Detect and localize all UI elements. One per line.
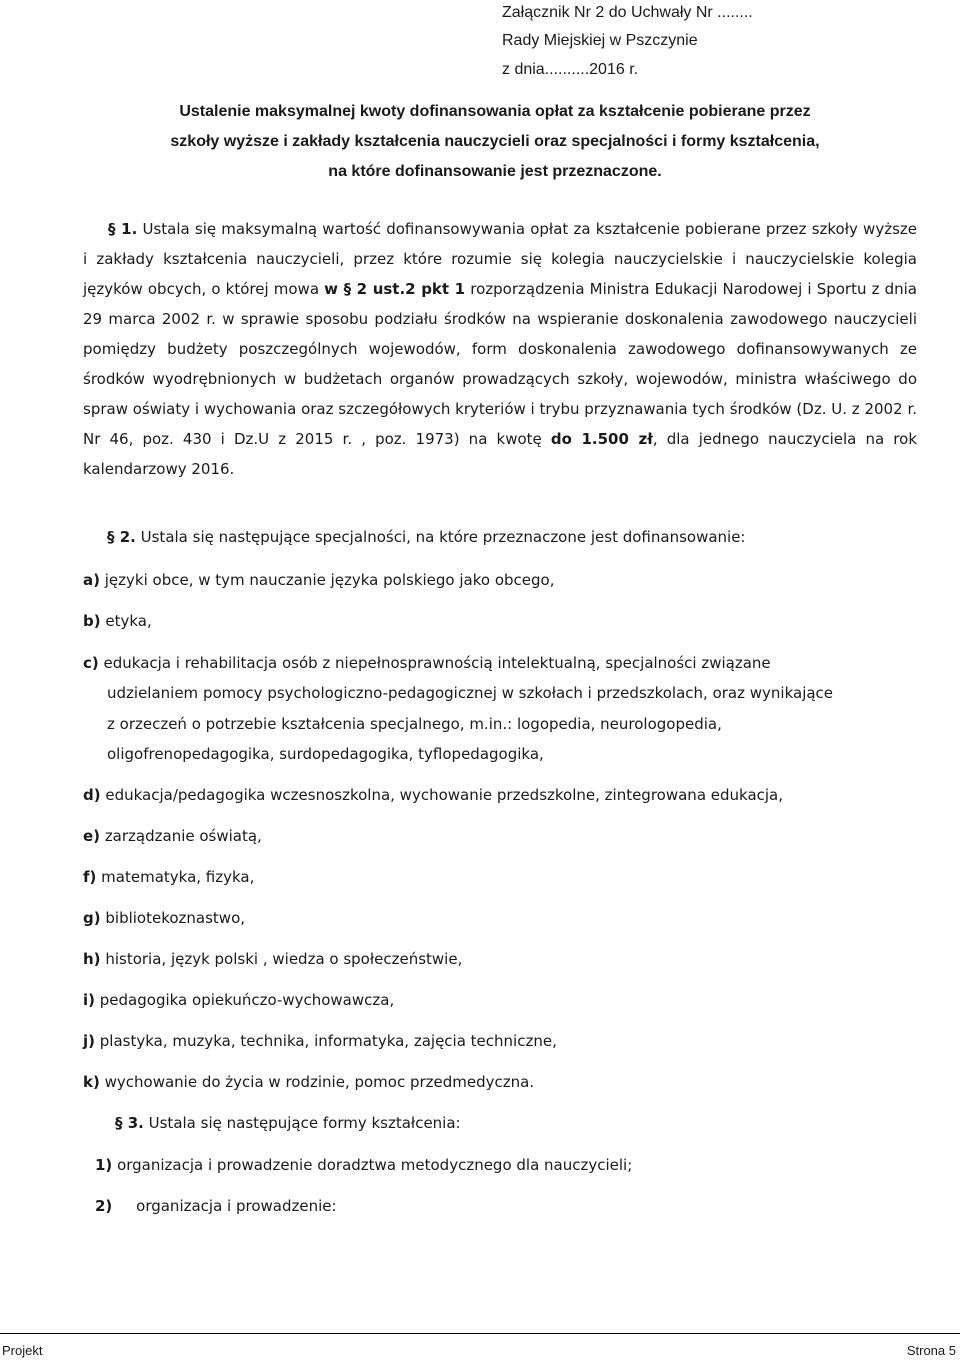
section-2-text: Ustala się następujące specjalności, na które przeznaczone jest dofinansowanie: <box>140 528 746 546</box>
item-c-continuation-2: z orzeczeń o potrzebie kształcenia specjalnego, m.in.: logopedia, neurologopedia, <box>107 715 722 733</box>
footer-left: Projekt <box>2 1343 43 1358</box>
section-1-text-a: Ustala się maksymalną wartość dofinansowywania opłat za kształcenie pobierane przez szkoły wyższe i zakłady kształcenia nauczycieli, przez które rozumie się kolegia nauczycielskie i nauczycielskie kolegia języków obcych, o której mowa <box>83 220 917 298</box>
item-label: b) <box>83 612 101 630</box>
section-1-reference: w § 2 ust.2 pkt 1 <box>324 280 466 298</box>
item-label: 2) <box>95 1197 113 1215</box>
item-label: h) <box>83 950 101 968</box>
item-label: g) <box>83 909 101 927</box>
item-text: bibliotekoznastwo, <box>105 909 246 927</box>
section-3-text: Ustala się następujące formy kształcenia: <box>148 1114 461 1132</box>
item-text: wychowanie do życia w rodzinie, pomoc przedmedyczna. <box>104 1073 535 1091</box>
list-item <box>83 950 462 968</box>
item-label: d) <box>83 786 101 804</box>
list-item <box>83 786 783 804</box>
item-c-continuation-1: udzielaniem pomocy psychologiczno-pedagogicznej w szkołach i przedszkolach, oraz wynikające <box>107 684 834 702</box>
item-label: k) <box>83 1073 100 1091</box>
list-item <box>83 827 262 845</box>
list-item <box>95 1156 632 1174</box>
item-text: języki obce, w tym nauczanie języka polskiego jako obcego, <box>104 571 555 589</box>
section-1-symbol: § 1. <box>108 220 138 238</box>
item-label: 1) <box>95 1156 113 1174</box>
section-3-heading <box>115 1114 461 1132</box>
item-text: organizacja i prowadzenie doradztwa metodycznego dla nauczycieli; <box>117 1156 633 1174</box>
item-text: edukacja/pedagogika wczesnoszkolna, wychowanie przedszkolne, zintegrowana edukacja, <box>105 786 784 804</box>
item-c-continuation-3: oligofrenopedagogika, surdopedagogika, tyflopedagogika, <box>107 745 544 763</box>
title-line-2: szkoły wyższe i zakłady kształcenia nauczycieli oraz specjalności i formy kształcenia, <box>170 133 820 150</box>
section-1-amount: do 1.500 zł <box>550 430 653 448</box>
section-1-text-b: rozporządzenia Ministra Edukacji Narodowej i Sportu z dnia 29 marca 2002 r. w sprawie sposobu podziału środków na wspieranie doskonalenia zawodowego nauczycieli pomiędzy budżety poszczególnych wojewodów, form doskonalenia zawodowego dofinansowywanych ze środków wyodrębnionych w budżetach organów prowadzących szkoły, wojewodów, ministra właściwego do spraw oświaty i wychowania oraz szczegółowych kryteriów i trybu przyznawania tych środków (Dz. U. z 2002 r. Nr 46, poz. 430 i Dz.U z 2015 r. , poz. 1973) na kwotę <box>83 280 917 448</box>
list-item <box>83 571 554 589</box>
list-item <box>83 868 254 886</box>
item-text: matematyka, fizyka, <box>101 868 255 886</box>
title-line-3: na które dofinansowanie jest przeznaczone. <box>328 163 662 180</box>
list-item <box>83 991 394 1009</box>
header-line-2: Rady Miejskiej w Pszczynie <box>502 32 698 49</box>
list-item <box>83 654 771 672</box>
section-3-symbol: § 3. <box>115 1114 144 1132</box>
section-1-paragraph <box>83 214 917 484</box>
item-label: f) <box>83 868 97 886</box>
item-text: pedagogika opiekuńczo-wychowawcza, <box>99 991 395 1009</box>
page-number: Strona 5 <box>906 1343 956 1358</box>
item-label: c) <box>83 654 99 672</box>
section-2-heading <box>107 528 746 546</box>
title-line-1: Ustalenie maksymalnej kwoty dofinansowania opłat za kształcenie pobierane przez <box>179 103 811 120</box>
item-label: a) <box>83 571 100 589</box>
item-label: j) <box>83 1032 95 1050</box>
footer-divider <box>0 1333 960 1334</box>
section-1-text-c: , dla jednego nauczyciela na rok kalendarzowy 2016. <box>83 430 917 478</box>
item-text: plastyka, muzyka, technika, informatyka, zajęcia techniczne, <box>99 1032 557 1050</box>
item-label: i) <box>83 991 95 1009</box>
item-text: edukacja i rehabilitacja osób z niepełnosprawnością intelektualną, specjalności związane <box>103 654 771 672</box>
list-item <box>83 1073 534 1091</box>
header-line-3: z dnia..........2016 r. <box>502 61 639 78</box>
item-text: zarządzanie oświatą, <box>104 827 262 845</box>
list-item <box>95 1197 337 1215</box>
document-title <box>80 97 910 187</box>
header-line-1: Załącznik Nr 2 do Uchwały Nr ........ <box>502 4 753 21</box>
section-2-symbol: § 2. <box>107 528 136 546</box>
item-text: organizacja i prowadzenie: <box>136 1197 337 1215</box>
item-text: historia, język polski , wiedza o społeczeństwie, <box>105 950 463 968</box>
item-label: e) <box>83 827 101 845</box>
list-item <box>83 1032 557 1050</box>
list-item <box>83 612 152 630</box>
item-text: etyka, <box>105 612 152 630</box>
list-item <box>83 909 245 927</box>
